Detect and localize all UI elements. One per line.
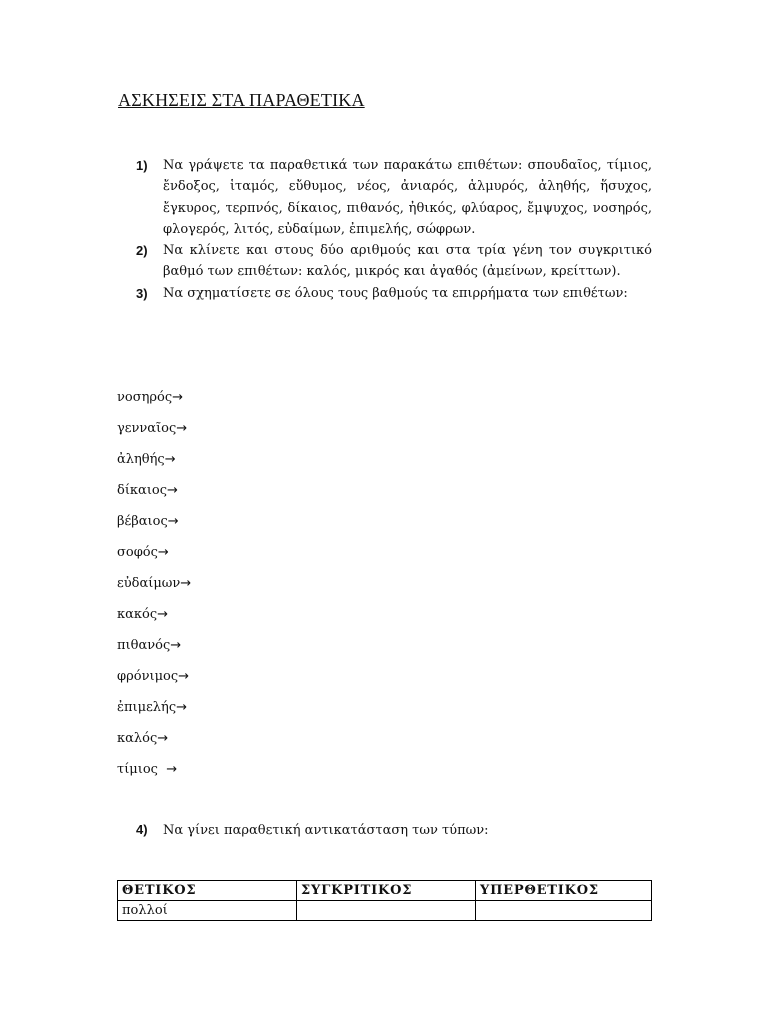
right-arrow-icon: → [176, 700, 188, 715]
adjective-item [117, 698, 191, 729]
right-arrow-icon: → [176, 421, 188, 436]
table-header-row [118, 881, 652, 901]
exercise-number: 4) [136, 822, 148, 837]
adjective-item [117, 388, 191, 419]
exercise-list [136, 155, 652, 304]
right-arrow-icon: → [180, 576, 192, 591]
table-cell [476, 901, 652, 921]
right-arrow-icon: → [167, 483, 178, 498]
adjective-item [117, 667, 191, 698]
adjective-word: σοφός [117, 545, 158, 560]
right-arrow-icon: → [172, 390, 184, 405]
adjective-list [117, 388, 191, 791]
adjective-word: εὐδαίμων [117, 576, 181, 591]
right-arrow-icon: → [157, 545, 169, 560]
right-arrow-icon: → [164, 452, 176, 467]
table-cell [297, 901, 476, 921]
adjective-word: ἀληθής [117, 452, 165, 467]
adjective-item [117, 760, 191, 791]
exercise-text: Να σχηματίσετε σε όλους τους βαθμούς τα επιρρήματα των επιθέτων: [163, 285, 628, 301]
adjective-word: φρόνιμος [117, 669, 179, 684]
exercise-number: 3) [136, 285, 148, 301]
adjective-word: βέβαιος [117, 514, 168, 529]
exercise-item-3 [136, 283, 652, 304]
adjective-item [117, 512, 191, 543]
exercise-number: 1) [136, 158, 148, 173]
right-arrow-icon: → [178, 669, 190, 684]
column-header-positive: ΘΕΤΙΚΟΣ [118, 881, 297, 901]
exercise-text: Να κλίνετε και στους δύο αριθμούς και στα τρία γένη τον συγκριτικό βαθμό των επιθέτων: καλός, μικρός και ἀγαθός (ἀμείνων, κρείττων). [163, 243, 652, 280]
adjective-word: γενναῖος [117, 421, 177, 436]
right-arrow-icon: → [157, 731, 169, 746]
right-arrow-icon: → [167, 514, 179, 529]
adjective-item [117, 574, 191, 605]
adjective-item [117, 419, 191, 450]
exercise-item-2 [136, 240, 652, 283]
table-cell: πολλοί [118, 901, 297, 921]
adjective-word: ἐπιμελής [117, 700, 177, 715]
adjective-item [117, 636, 191, 667]
adjective-item [117, 729, 191, 760]
adjective-word: νοσηρός [117, 390, 173, 405]
exercise-number: 2) [136, 243, 148, 259]
exercise-text: Να γίνει παραθετική αντικατάσταση των τύπων: [163, 823, 489, 838]
page-title: ΑΣΚΗΣΕΙΣ ΣΤΑ ΠΑΡΑΘΕΤΙΚΑ [118, 90, 365, 110]
adjective-item [117, 450, 191, 481]
adjective-word: δίκαιος [117, 483, 168, 498]
table-row [118, 901, 652, 921]
right-arrow-icon: → [166, 762, 178, 777]
column-header-superlative: ΥΠΕΡΘΕΤΙΚΟΣ [476, 881, 652, 901]
adjective-item [117, 481, 191, 512]
degrees-table [117, 880, 652, 921]
adjective-word: κακός [117, 607, 158, 622]
adjective-item [117, 605, 191, 636]
exercise-item-4 [136, 820, 489, 841]
adjective-word: καλός [117, 731, 158, 746]
adjective-item [117, 543, 191, 574]
right-arrow-icon: → [170, 638, 182, 653]
right-arrow-icon: → [157, 607, 169, 622]
exercise-text: Να γράψετε τα παραθετικά των παρακάτω επιθέτων: σπουδαῖος, τίμιος, ἔνδοξος, ἱταμός, εὔθυμος, νέος, ἀνιαρός, ἁλμυρός, ἀληθής, ἥσυχος, ἔγκυρος, τερπνός, δίκαιος, πιθανός, ἠθικός, φλύαρος, ἔμψυχος, νοσηρός, φλογερός, λιτός, εὐδαίμων, ἐπιμελής, σώφρων. [163, 158, 652, 237]
adjective-word: πιθανός [117, 638, 171, 653]
column-header-comparative: ΣΥΓΚΡΙΤΙΚΟΣ [297, 881, 476, 901]
exercise-item-1 [136, 155, 652, 240]
adjective-word: τίμιος [117, 762, 167, 777]
